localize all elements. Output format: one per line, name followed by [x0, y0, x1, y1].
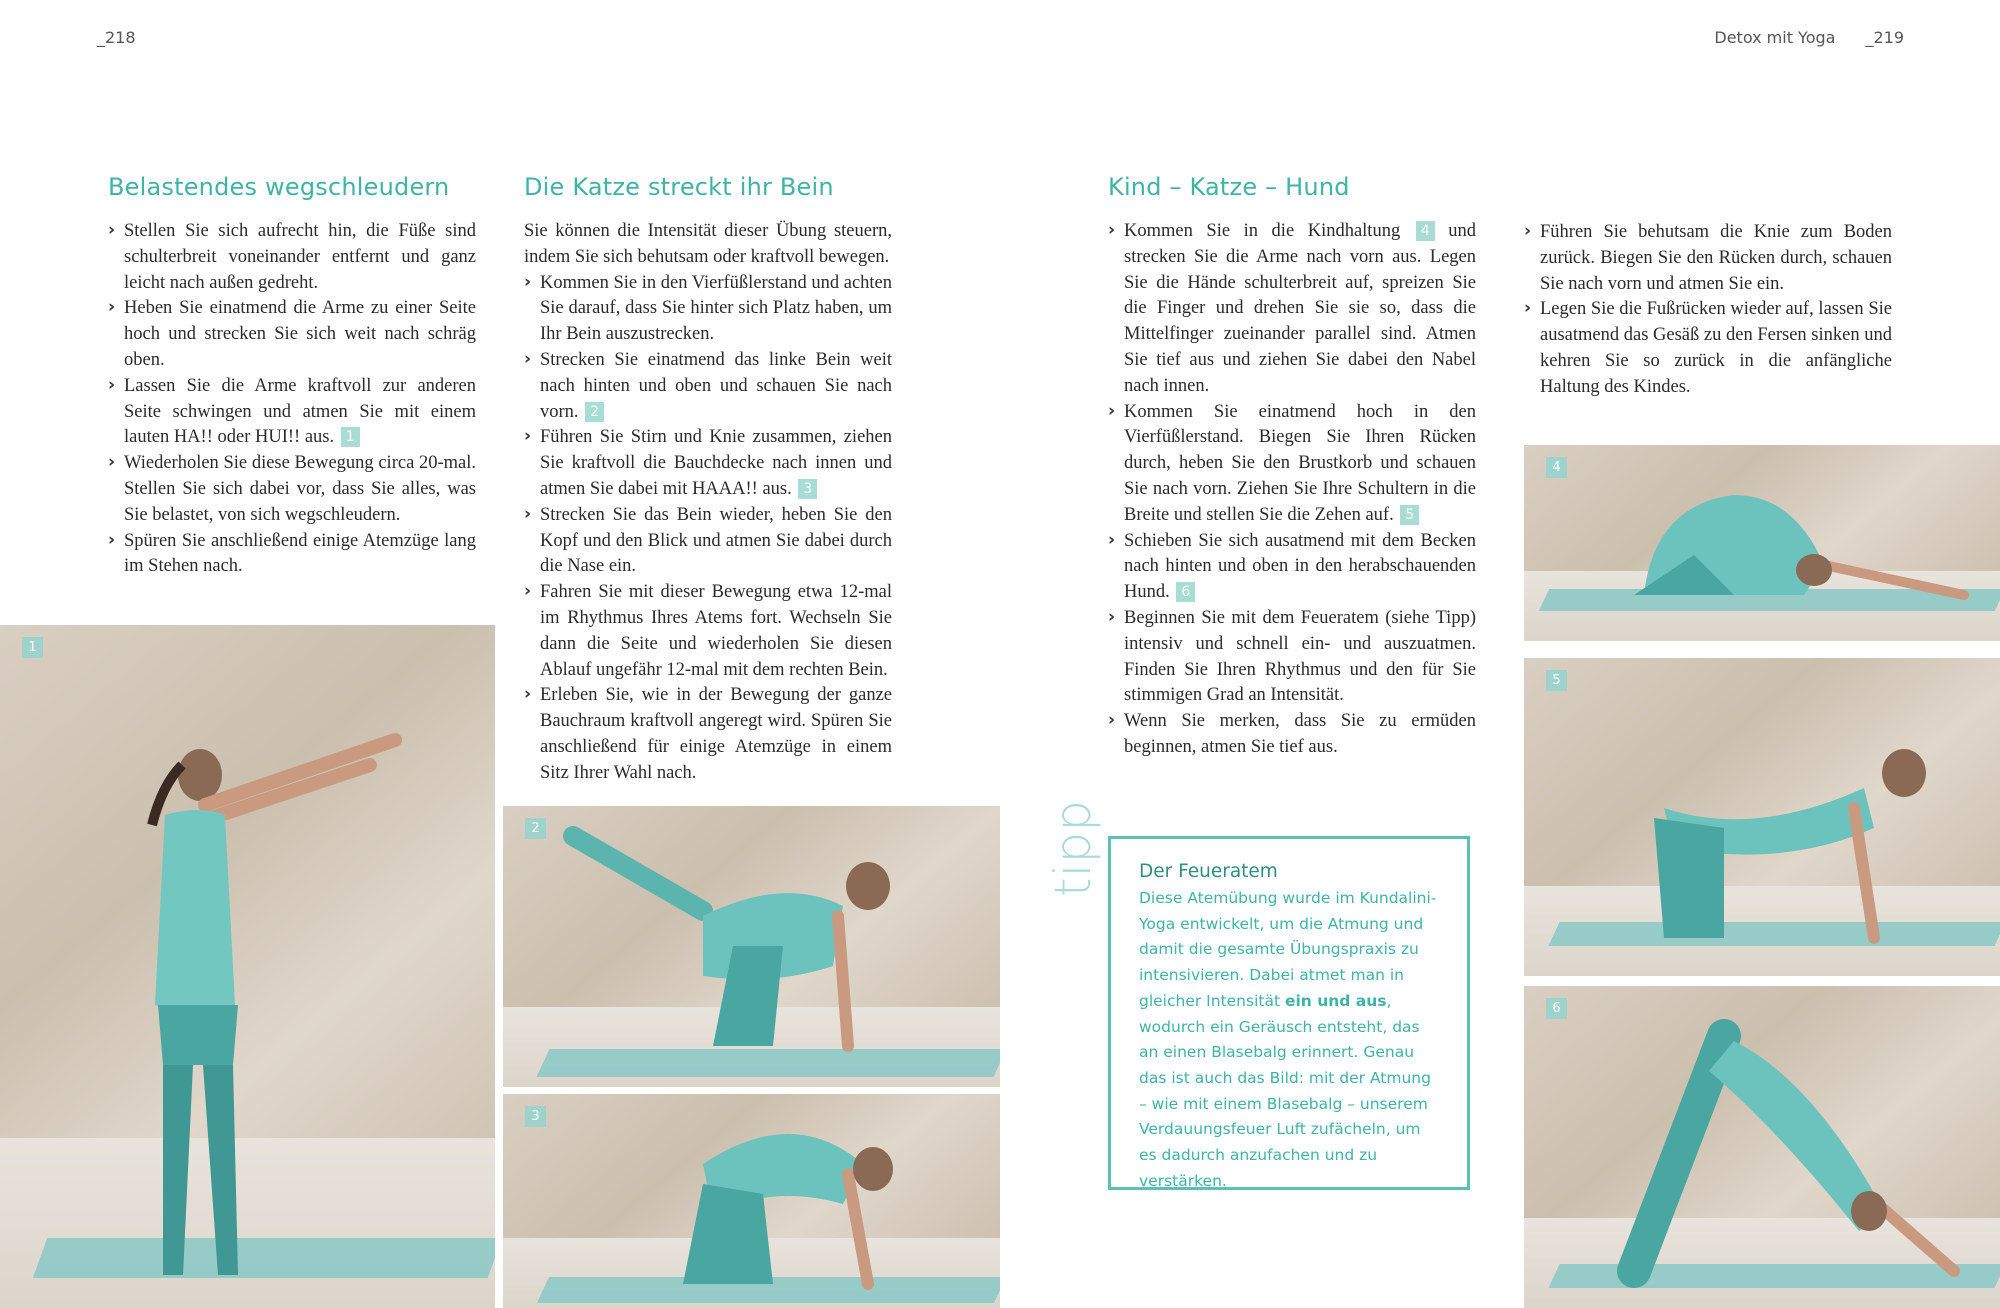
photo-number: 1 [22, 637, 43, 658]
step-item: › Strecken Sie einatmend das linke Bein weit nach hinten und oben und schauen Sie nach vorn. 2 [524, 348, 892, 425]
step-list [524, 271, 892, 787]
photo-cow-pose [1524, 658, 2000, 976]
step-item: › Spüren Sie anschließend einige Atemzüge lang im Stehen nach. [108, 529, 476, 581]
page-number-left: _218 [97, 28, 136, 47]
photo-number: 4 [1546, 457, 1567, 478]
step-item: › Heben Sie einatmend die Arme zu einer Seite hoch und strecken Sie sich weit nach schräg oben. [108, 296, 476, 373]
step-item: › Strecken Sie das Bein wieder, heben Sie den Kopf und den Blick und atmen Sie dabei durch die Nase ein. [524, 503, 892, 580]
photo-cat-leg-extended [503, 806, 1000, 1087]
step-item: › Lassen Sie die Arme kraftvoll zur anderen Seite schwingen und atmen Sie mit einem lauten HA!! oder HUI!! aus. 1 [108, 374, 476, 451]
photo-number: 2 [525, 818, 546, 839]
photo-number: 6 [1546, 998, 1567, 1019]
photo-cat-rounded-back [503, 1094, 1000, 1308]
running-head-title: Detox mit Yoga [1714, 28, 1836, 47]
page-number-right: _219 [1865, 28, 1904, 47]
step-item: › Führen Sie behutsam die Knie zum Boden zurück. Biegen Sie den Rücken durch, schauen Sie nach vorn und atmen Sie ein. [1524, 220, 1892, 297]
photo-child-pose [1524, 445, 2000, 641]
step-list [1108, 219, 1476, 761]
tip-box [1108, 836, 1470, 1190]
photo-reference-tag: 2 [585, 402, 604, 422]
photo-downward-dog [1524, 986, 2000, 1308]
photo-reference-tag: 6 [1176, 582, 1195, 602]
step-item: › Stellen Sie sich aufrecht hin, die Füße sind schulterbreit voneinander entfernt und ganz leicht nach außen gedreht. [108, 219, 476, 296]
step-item: › Schieben Sie sich ausatmend mit dem Becken nach hinten und oben in den herabschauenden Hund. 6 [1108, 529, 1476, 606]
step-item: › Kommen Sie in den Vierfüßlerstand und achten Sie darauf, dass Sie hinter sich Platz haben, um Ihr Bein auszustrecken. [524, 271, 892, 348]
tip-label: tipp [1044, 800, 1102, 897]
photo-arm-swing [0, 625, 495, 1308]
photo-reference-tag: 1 [341, 427, 360, 447]
section-heading: Die Katze streckt ihr Bein [524, 173, 834, 201]
tip-title: Der Feueratem [1139, 861, 1278, 882]
yoga-figure-cat [503, 1094, 1000, 1308]
yoga-figure-down-dog [1524, 986, 2000, 1308]
photo-reference-tag: 4 [1416, 221, 1435, 241]
photo-reference-tag: 3 [798, 479, 817, 499]
section-kind-katze-hund [1108, 173, 1476, 761]
section-intro: Sie können die Intensität dieser Übung steuern, indem Sie sich behutsam oder kraftvoll bewegen. [524, 221, 892, 267]
tip-text: Diese Atemübung wurde im Kundalini-Yoga entwickelt, um die Atmung und damit die gesamte Übungspraxis zu intensivieren. Dabei atmet man in gleicher Intensität ein und aus, wodurch ein Geräusch entsteht, das an einen Blasebalg erinnert. Genau das ist auch das Bild: mit der Atmung – wie mit einem Blasebalg – unserem Verdauungsfeuer Luft zufächeln, um es dadurch anzufachen und zu verstärken. [1139, 889, 1437, 1190]
yoga-figure-cow [1524, 658, 2000, 976]
step-item: › Legen Sie die Fußrücken wieder auf, lassen Sie ausatmend das Gesäß zu den Fersen sinken und kehren Sie so zurück in die anfängliche Haltung des Kindes. [1524, 297, 1892, 400]
photo-number: 5 [1546, 670, 1567, 691]
step-item: › Beginnen Sie mit dem Feueratem (siehe Tipp) intensiv und schnell ein- und auszuatmen. Finden Sie Ihren Rhythmus und den für Sie stimmigen Grad an Intensität. [1108, 606, 1476, 709]
yoga-figure-child [1524, 445, 2000, 641]
running-header [1714, 28, 1904, 47]
photo-number: 3 [525, 1106, 546, 1127]
section-heading: Kind – Katze – Hund [1108, 173, 1350, 201]
photo-reference-tag: 5 [1400, 505, 1419, 525]
step-item: › Fahren Sie mit dieser Bewegung etwa 12-mal im Rhythmus Ihres Atems fort. Wechseln Sie dann die Seite und wiederholen Sie diesen Ablauf ungefähr 12-mal mit dem rechten Bein. [524, 580, 892, 683]
step-item: › Führen Sie Stirn und Knie zusammen, ziehen Sie kraftvoll die Bauchdecke nach innen und atmen Sie dabei mit HAAA!! aus. 3 [524, 425, 892, 502]
step-item: › Kommen Sie einatmend hoch in den Vierfüßlerstand. Biegen Sie Ihren Rücken durch, heben Sie den Brustkorb und schauen Sie nach vorn. Ziehen Sie Ihre Schultern in die Breite und stellen Sie die Zehen auf. 5 [1108, 400, 1476, 529]
step-item: › Kommen Sie in die Kindhaltung 4 und strecken Sie die Arme nach vorn aus. Legen Sie die Hände schulterbreit auf, spreizen Sie die Finger und drehen Sie sie so, dass die Mittelfinger zueinander parallel sind. Atmen Sie tief aus und ziehen Sie dabei den Nabel nach innen. [1108, 219, 1476, 400]
section-continued [1524, 220, 1892, 401]
yoga-figure-standing [0, 625, 495, 1308]
section-belastendes [108, 173, 476, 580]
step-item: › Erleben Sie, wie in der Bewegung der ganze Bauchraum kraftvoll angeregt wird. Spüren Sie anschließend für einige Atemzüge in einem Sitz Ihrer Wahl nach. [524, 683, 892, 786]
yoga-figure-leg-lift [503, 806, 1000, 1087]
step-list [108, 219, 476, 580]
section-heading: Belastendes wegschleudern [108, 173, 450, 201]
step-list [1524, 220, 1892, 401]
step-item: › Wiederholen Sie diese Bewegung circa 20-mal. Stellen Sie sich dabei vor, dass Sie alles, was Sie belastet, von sich wegschleudern. [108, 451, 476, 528]
section-katze-bein [524, 173, 892, 787]
step-item: › Wenn Sie merken, dass Sie zu ermüden beginnen, atmen Sie tief aus. [1108, 709, 1476, 761]
